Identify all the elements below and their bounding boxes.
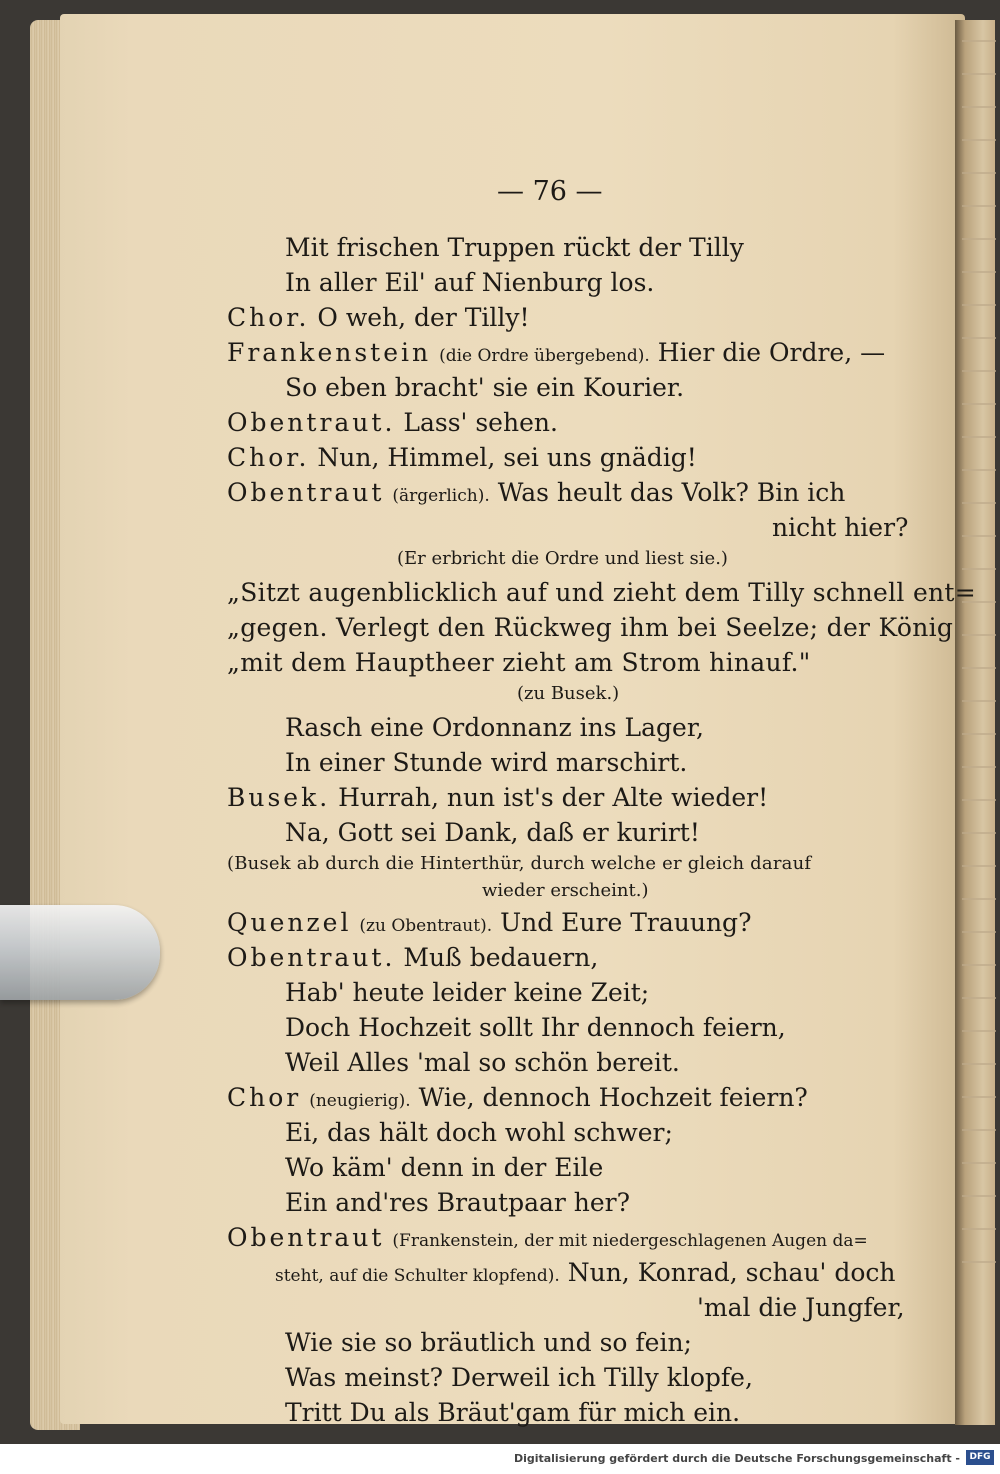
speaker-name: Obentraut. — [227, 408, 396, 437]
bleed-line — [962, 733, 996, 735]
line-32: 'mal die Jungfer, — [697, 1293, 905, 1322]
bleed-line — [962, 898, 996, 900]
line-11: „Sitzt augenblicklich auf und zieht dem Tilly schnell ent= — [227, 578, 977, 607]
bleed-line — [962, 502, 996, 504]
speaker-name: Chor. — [227, 303, 310, 332]
bleed-line — [962, 469, 996, 471]
bleed-line — [962, 1096, 996, 1098]
line-8 — [227, 480, 845, 505]
line-18: Na, Gott sei Dank, daß er kurirt! — [285, 818, 700, 847]
bleed-line — [962, 436, 996, 438]
dialogue: Hurrah, nun ist's der Alte wieder! — [338, 783, 769, 812]
bleed-line — [962, 1228, 996, 1230]
bleed-line — [962, 1030, 996, 1032]
stage-direction: (zu Obentraut). — [359, 916, 493, 936]
dfg-logo: DFG — [966, 1450, 994, 1465]
line-35: Tritt Du als Bräut'gam für mich ein. — [285, 1398, 741, 1427]
bleed-line — [962, 139, 996, 141]
line-9: nicht hier? — [772, 513, 909, 542]
stage-direction-1: (Er erbricht die Ordre und liest sie.) — [397, 548, 728, 569]
dialogue: Wie, dennoch Hochzeit feiern? — [418, 1083, 808, 1112]
line-30 — [227, 1225, 868, 1250]
bleed-line — [962, 172, 996, 174]
bleed-line — [962, 370, 996, 372]
speaker-name: Quenzel — [227, 908, 352, 937]
dialogue: O weh, der Tilly! — [317, 303, 530, 332]
speaker-name: Busek. — [227, 783, 331, 812]
bleed-line — [962, 766, 996, 768]
bleed-line — [962, 832, 996, 834]
dialogue: Nun, Konrad, schau' doch — [567, 1258, 896, 1287]
bleed-line — [962, 403, 996, 405]
line-23: Hab' heute leider keine Zeit; — [285, 978, 650, 1007]
speaker-name: Frankenstein — [227, 338, 432, 367]
bleed-line — [962, 337, 996, 339]
stage-direction: (ärgerlich). — [392, 486, 490, 506]
bleed-line — [962, 1063, 996, 1065]
stage-direction: (Frankenstein, der mit niedergeschlagenen Augen da= — [392, 1231, 868, 1251]
line-6 — [227, 410, 558, 435]
speaker-name: Obentraut — [227, 478, 385, 507]
bleed-line — [962, 535, 996, 537]
bleed-line — [962, 271, 996, 273]
stage-direction: (die Ordre übergebend). — [439, 346, 650, 366]
line-16: In einer Stunde wird marschirt. — [285, 748, 688, 777]
stage-direction-4: wieder erscheint.) — [482, 880, 649, 901]
bleed-line — [962, 865, 996, 867]
line-4 — [227, 340, 885, 365]
bleed-line — [962, 997, 996, 999]
page-number: — 76 — — [497, 176, 603, 207]
bleed-line — [962, 1162, 996, 1164]
line-5: So eben bracht' sie ein Kourier. — [285, 373, 685, 402]
bleed-line — [962, 73, 996, 75]
line-25: Weil Alles 'mal so schön bereit. — [285, 1048, 680, 1077]
speaker-name: Obentraut. — [227, 943, 396, 972]
line-28: Wo käm' denn in der Eile — [285, 1153, 604, 1182]
stage-direction: steht, auf die Schulter klopfend). — [275, 1266, 560, 1286]
bleed-line — [962, 1261, 996, 1263]
bleed-line — [962, 634, 996, 636]
line-17 — [227, 785, 768, 810]
line-3 — [227, 305, 530, 330]
line-29: Ein and'res Brautpaar her? — [285, 1188, 631, 1217]
dialogue: Nun, Himmel, sei uns gnädig! — [317, 443, 697, 472]
bleed-line — [962, 40, 996, 42]
dialogue: Hier die Ordre, — — [657, 338, 886, 367]
footer-bar — [0, 1444, 1000, 1474]
line-13: „mit dem Hauptheer zieht am Strom hinauf." — [227, 648, 811, 677]
dialogue: Lass' sehen. — [403, 408, 558, 437]
speaker-name: Chor — [227, 1083, 302, 1112]
speaker-name: Obentraut — [227, 1223, 385, 1252]
bleed-line — [962, 799, 996, 801]
line-34: Was meinst? Derweil ich Tilly klopfe, — [285, 1363, 753, 1392]
stage-direction: (neugierig). — [309, 1091, 411, 1111]
line-7 — [227, 445, 697, 470]
line-21 — [227, 910, 751, 935]
line-27: Ei, das hält doch wohl schwer; — [285, 1118, 673, 1147]
bleed-line — [962, 304, 996, 306]
page-clip — [0, 905, 160, 1000]
bleed-line — [962, 106, 996, 108]
line-22 — [227, 945, 598, 970]
bleed-line — [962, 667, 996, 669]
line-31 — [275, 1260, 896, 1285]
line-1: Mit frischen Truppen rückt der Tilly — [285, 233, 744, 262]
speaker-name: Chor. — [227, 443, 310, 472]
line-12: „gegen. Verlegt den Rückweg ihm bei Seelze; der König — [227, 613, 954, 642]
footer-credit: Digitalisierung gefördert durch die Deutsche Forschungsgemeinschaft - — [513, 1452, 960, 1465]
line-2: In aller Eil' auf Nienburg los. — [285, 268, 655, 297]
line-15: Rasch eine Ordonnanz ins Lager, — [285, 713, 704, 742]
line-24: Doch Hochzeit sollt Ihr dennoch feiern, — [285, 1013, 786, 1042]
line-33: Wie sie so bräutlich und so fein; — [285, 1328, 692, 1357]
stage-direction-2: (zu Busek.) — [517, 683, 620, 704]
bleed-line — [962, 700, 996, 702]
dialogue: Muß bedauern, — [403, 943, 599, 972]
dialogue: Und Eure Trauung? — [500, 908, 752, 937]
bleed-line — [962, 964, 996, 966]
bleed-line — [962, 238, 996, 240]
bleed-line — [962, 205, 996, 207]
dialogue: Was heult das Volk? Bin ich — [497, 478, 846, 507]
bleed-line — [962, 568, 996, 570]
bleed-line — [962, 1129, 996, 1131]
bleed-line — [962, 931, 996, 933]
line-26 — [227, 1085, 808, 1110]
stage-direction-3: (Busek ab durch die Hinterthür, durch welche er gleich darauf — [227, 853, 812, 874]
facing-page-bleed — [962, 40, 996, 1400]
bleed-line — [962, 1195, 996, 1197]
